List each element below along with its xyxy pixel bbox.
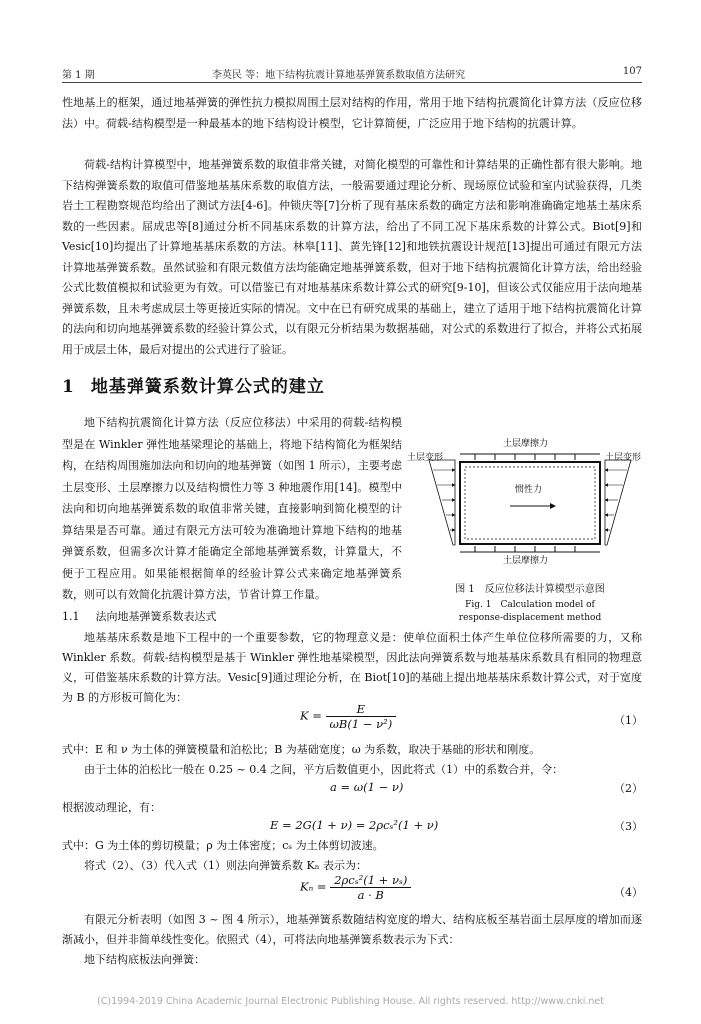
eq4-lhs: Kₙ = <box>300 879 327 894</box>
section-heading <box>62 372 325 397</box>
subsection-number: 1.1 <box>62 610 80 623</box>
bottom-spring-label: 地下结构底板法向弹簧： <box>84 953 205 966</box>
eq1-explanation: 式中：E 和 ν 为土体的弹簧模量和泊松比；B 为基础宽度；ω 为系数，取决于基础的形状和刚度。 <box>62 743 541 756</box>
equation-4 <box>300 873 411 902</box>
section-title: 地基弹簧系数计算公式的建立 <box>90 377 325 397</box>
running-title: 李英民 等：地下结构抗震计算地基弹簧系数取值方法研究 <box>212 70 466 81</box>
page-number: 107 <box>622 66 642 77</box>
paragraph-2: 荷载-结构计算模型中，地基弹簧系数的取值非常关键，对简化模型的可靠性和计算结果的正确性都有很大影响。地下结构弹簧系数的取值可借鉴地基基床系数的取值方法，一般需要通过理论分析、现场原位试验和室内试验获得，几类岩土工程勘察规范均给出了测试方法[4-6]。仲锁庆等[7]分析了现有基床系数的确定方法和影响准确确定地基土基床系数的一些因素。屈成忠等[8]通过分析不同基床系数的计算方法，给出了不同工况下基床系数的计算公式。Biot[9]和 Vesic[10]均提出了计算地基基床系数的方法。林皋[11]、黄先锋[12]和地铁抗震设计规范[13]提出可通过有限元方法计算地基弹簧系数。虽然试验和有限元数值方法均能确定地基弹簧系数，但对于地下结构抗震简化计算方法，给出经验公式比数值模拟和试验更为有效。可以借鉴已有对地基基床系数计算公式的研究[9-10]，但该公式仅能应用于法向地基弹簧系数，且未考虑成层土等更接近实际的情况。文中在已有研究成果的基础上，建立了适用于地下结构抗震简化计算的法向和切向地基弹簧系数的经验计算公式，以有限元分析结果为数据基础，对公式的系数进行了拟合，并将公式拓展用于成层土体，最后对提出的公式进行了验证。 <box>62 158 642 356</box>
eq4-denominator: a · B <box>357 888 384 902</box>
figure-1 <box>407 430 645 630</box>
paragraph-1: 性地基上的框架，通过地基弹簧的弹性抗力模拟周围土层对结构的作用，常用于地下结构抗震简化计算方法（反应位移法）中。荷载-结构模型是一种最基本的地下结构设计模型，它计算简便，广泛应用于地下结构的抗震计算。 <box>62 96 642 130</box>
simplification-text: 由于土体的泊松比一般在 0.25 ~ 0.4 之间，平方后数值更小，因此将式（1）中的系数合并，令： <box>84 763 564 776</box>
figure-center-label: 惯性力 <box>515 485 543 495</box>
eq1-denominator: ωB(1 − ν²) <box>329 717 393 731</box>
figure-right-label: 土层变形 <box>605 453 642 463</box>
subsection-heading <box>62 608 217 624</box>
structure-frame <box>460 462 600 544</box>
right-deformation <box>605 460 631 545</box>
figure-left-label: 土层变形 <box>407 453 444 463</box>
figure-bottom-label: 土层摩擦力 <box>503 556 549 566</box>
section-number: 1 <box>62 377 75 397</box>
copyright-footer: (C)1994-2019 China Academic Journal Electronic Publishing House. All rights reserved. http://www.cnki.net <box>97 996 604 1007</box>
figure-top-label: 土层摩擦力 <box>503 439 549 449</box>
eq3-explanation: 式中：G 为土体的剪切模量；ρ 为土体密度；cₛ 为土体剪切波速。 <box>62 839 384 852</box>
wave-theory-text: 根据波动理论，有： <box>62 801 161 814</box>
figure-caption-cn: 图 1 反应位移法计算模型示意图 <box>455 584 605 595</box>
eq1-numerator: E <box>326 702 397 717</box>
eq3-tag: （3） <box>614 820 643 833</box>
figure-caption-en-2: response-displacement method <box>458 613 602 623</box>
header-rule <box>62 82 642 83</box>
top-friction-arrows <box>460 454 600 460</box>
equation-3: E = 2G(1 + ν) = 2ρcₛ²(1 + ν) <box>270 818 439 832</box>
paragraph-4: 地基基床系数是地下工程中的一个重要参数，它的物理意义是：使单位面积土体产生单位位移所需要的力，又称 Winkler 系数。荷载-结构模型是基于 Winkler 弹性地基梁模型，因此法向弹簧系数与地基基床系数具有相同的物理意义，可借鉴基床系数的计算方法。Vesic[9]通过理论分析，在 Biot[10]的基础上提出地基基床系数计算公式，对于宽度为 B 的方形板可简化为： <box>62 631 642 704</box>
issue-number: 第 1 期 <box>62 70 95 81</box>
eq2-tag: （2） <box>614 782 643 795</box>
eq4-numerator: 2ρcₛ²(1 + νₛ) <box>330 873 411 888</box>
equation-2: a = ω(1 − ν) <box>330 780 404 794</box>
subsection-title: 法向地基弹簧系数表达式 <box>95 610 217 623</box>
figure-caption-en-1: Fig. 1 Calculation model of <box>465 600 595 610</box>
eq1-tag: （1） <box>614 714 643 727</box>
page-header <box>62 62 642 80</box>
left-deformation <box>429 460 455 545</box>
eq1-lhs: K = <box>300 708 322 723</box>
substitution-text: 将式（2）、（3）代入式（1）则法向弹簧系数 Kₙ 表示为： <box>84 859 367 872</box>
paragraph-3: 地下结构抗震简化计算方法（反应位移法）中采用的荷载-结构模型是在 Winkler 弹性地基梁理论的基础上，将地下结构简化为框架结构，在结构周围施加法向和切向的地基弹簧（如图 1 所示），主要考虑土层变形、土层摩擦力以及结构惯性力等 3 种地震作用[14]。模型中法向和切向地基弹簧系数的取值非常关键，直接影响到简化模型的计算结果是否可靠。通过有限元方法可较为准确地计算地下结构的地基弹簧系数，但需多次计算才能确定全部地基弹簧系数，计算量大，不便于工程应用。如果能根据简单的经验计算公式来确定地基弹簧系数，则可以有效简化抗震计算方法，节省计算工作量。 <box>62 416 402 601</box>
paragraph-5: 有限元分析表明（如图 3 ~ 图 4 所示），地基弹簧系数随结构宽度的增大、结构底板至基岩面土层厚度的增加而逐渐减小，但并非简单线性变化。依照式（4），可将法向地基弹簧系数表示为下式： <box>62 913 642 946</box>
eq4-tag: （4） <box>614 886 643 899</box>
equation-1 <box>300 702 396 731</box>
bottom-friction-arrows <box>460 546 600 552</box>
spring-boundary <box>465 467 595 539</box>
